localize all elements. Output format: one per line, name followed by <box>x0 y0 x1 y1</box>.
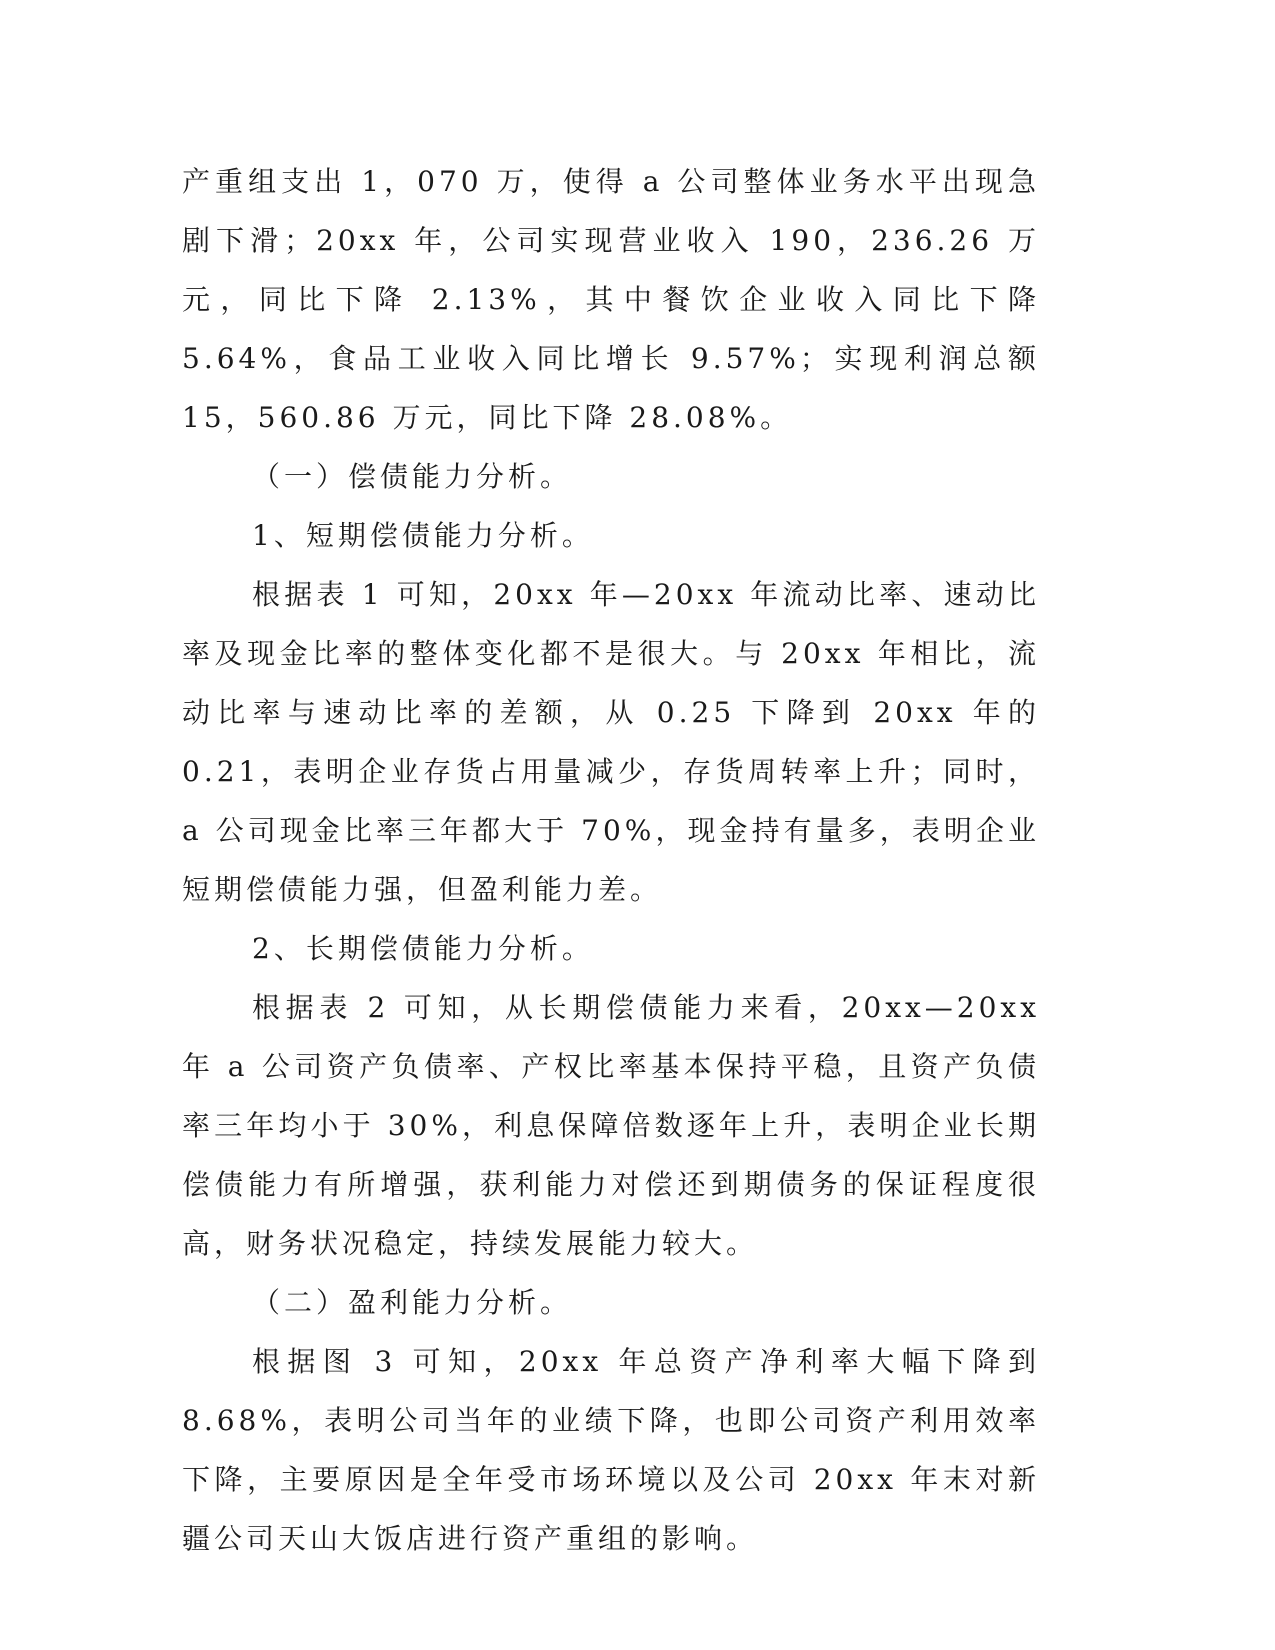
section-heading-solvency: （一）偿债能力分析。 <box>252 460 573 493</box>
subheading-long-term: 2、长期偿债能力分析。 <box>252 932 594 965</box>
paragraph-continuation: 产重组支出 1，070 万，使得 a 公司整体业务水平出现急剧下滑；20xx 年，公司实现营业收入 190，236.26 万元，同比下降 2.13%，其中餐饮企业收入同比下降 5.64%，食品工业收入同比增长 9.57%；实现利润总额 15，560.86 万元，同比下降 28.08%。 <box>182 165 1040 434</box>
document-body <box>182 152 1040 1568</box>
section-heading-profitability: （二）盈利能力分析。 <box>252 1286 573 1319</box>
paragraph-short-term-analysis: 根据表 1 可知，20xx 年—20xx 年流动比率、速动比率及现金比率的整体变化都不是很大。与 20xx 年相比，流动比率与速动比率的差额，从 0.25 下降到 20xx 年的 0.21，表明企业存货占用量减少，存货周转率上升；同时，a 公司现金比率三年都大于 70%，现金持有量多，表明企业短期偿债能力强，但盈利能力差。 <box>182 578 1040 906</box>
subheading-short-term: 1、短期偿债能力分析。 <box>252 519 594 552</box>
paragraph-long-term-analysis: 根据表 2 可知，从长期偿债能力来看，20xx—20xx 年 a 公司资产负债率、产权比率基本保持平稳，且资产负债率三年均小于 30%，利息保障倍数逐年上升，表明企业长期偿债能力有所增强，获利能力对偿还到期债务的保证程度很高，财务状况稳定，持续发展能力较大。 <box>182 991 1040 1260</box>
paragraph-profitability-analysis: 根据图 3 可知，20xx 年总资产净利率大幅下降到 8.68%，表明公司当年的业绩下降，也即公司资产利用效率下降，主要原因是全年受市场环境以及公司 20xx 年末对新疆公司天山大饭店进行资产重组的影响。 <box>182 1345 1040 1555</box>
